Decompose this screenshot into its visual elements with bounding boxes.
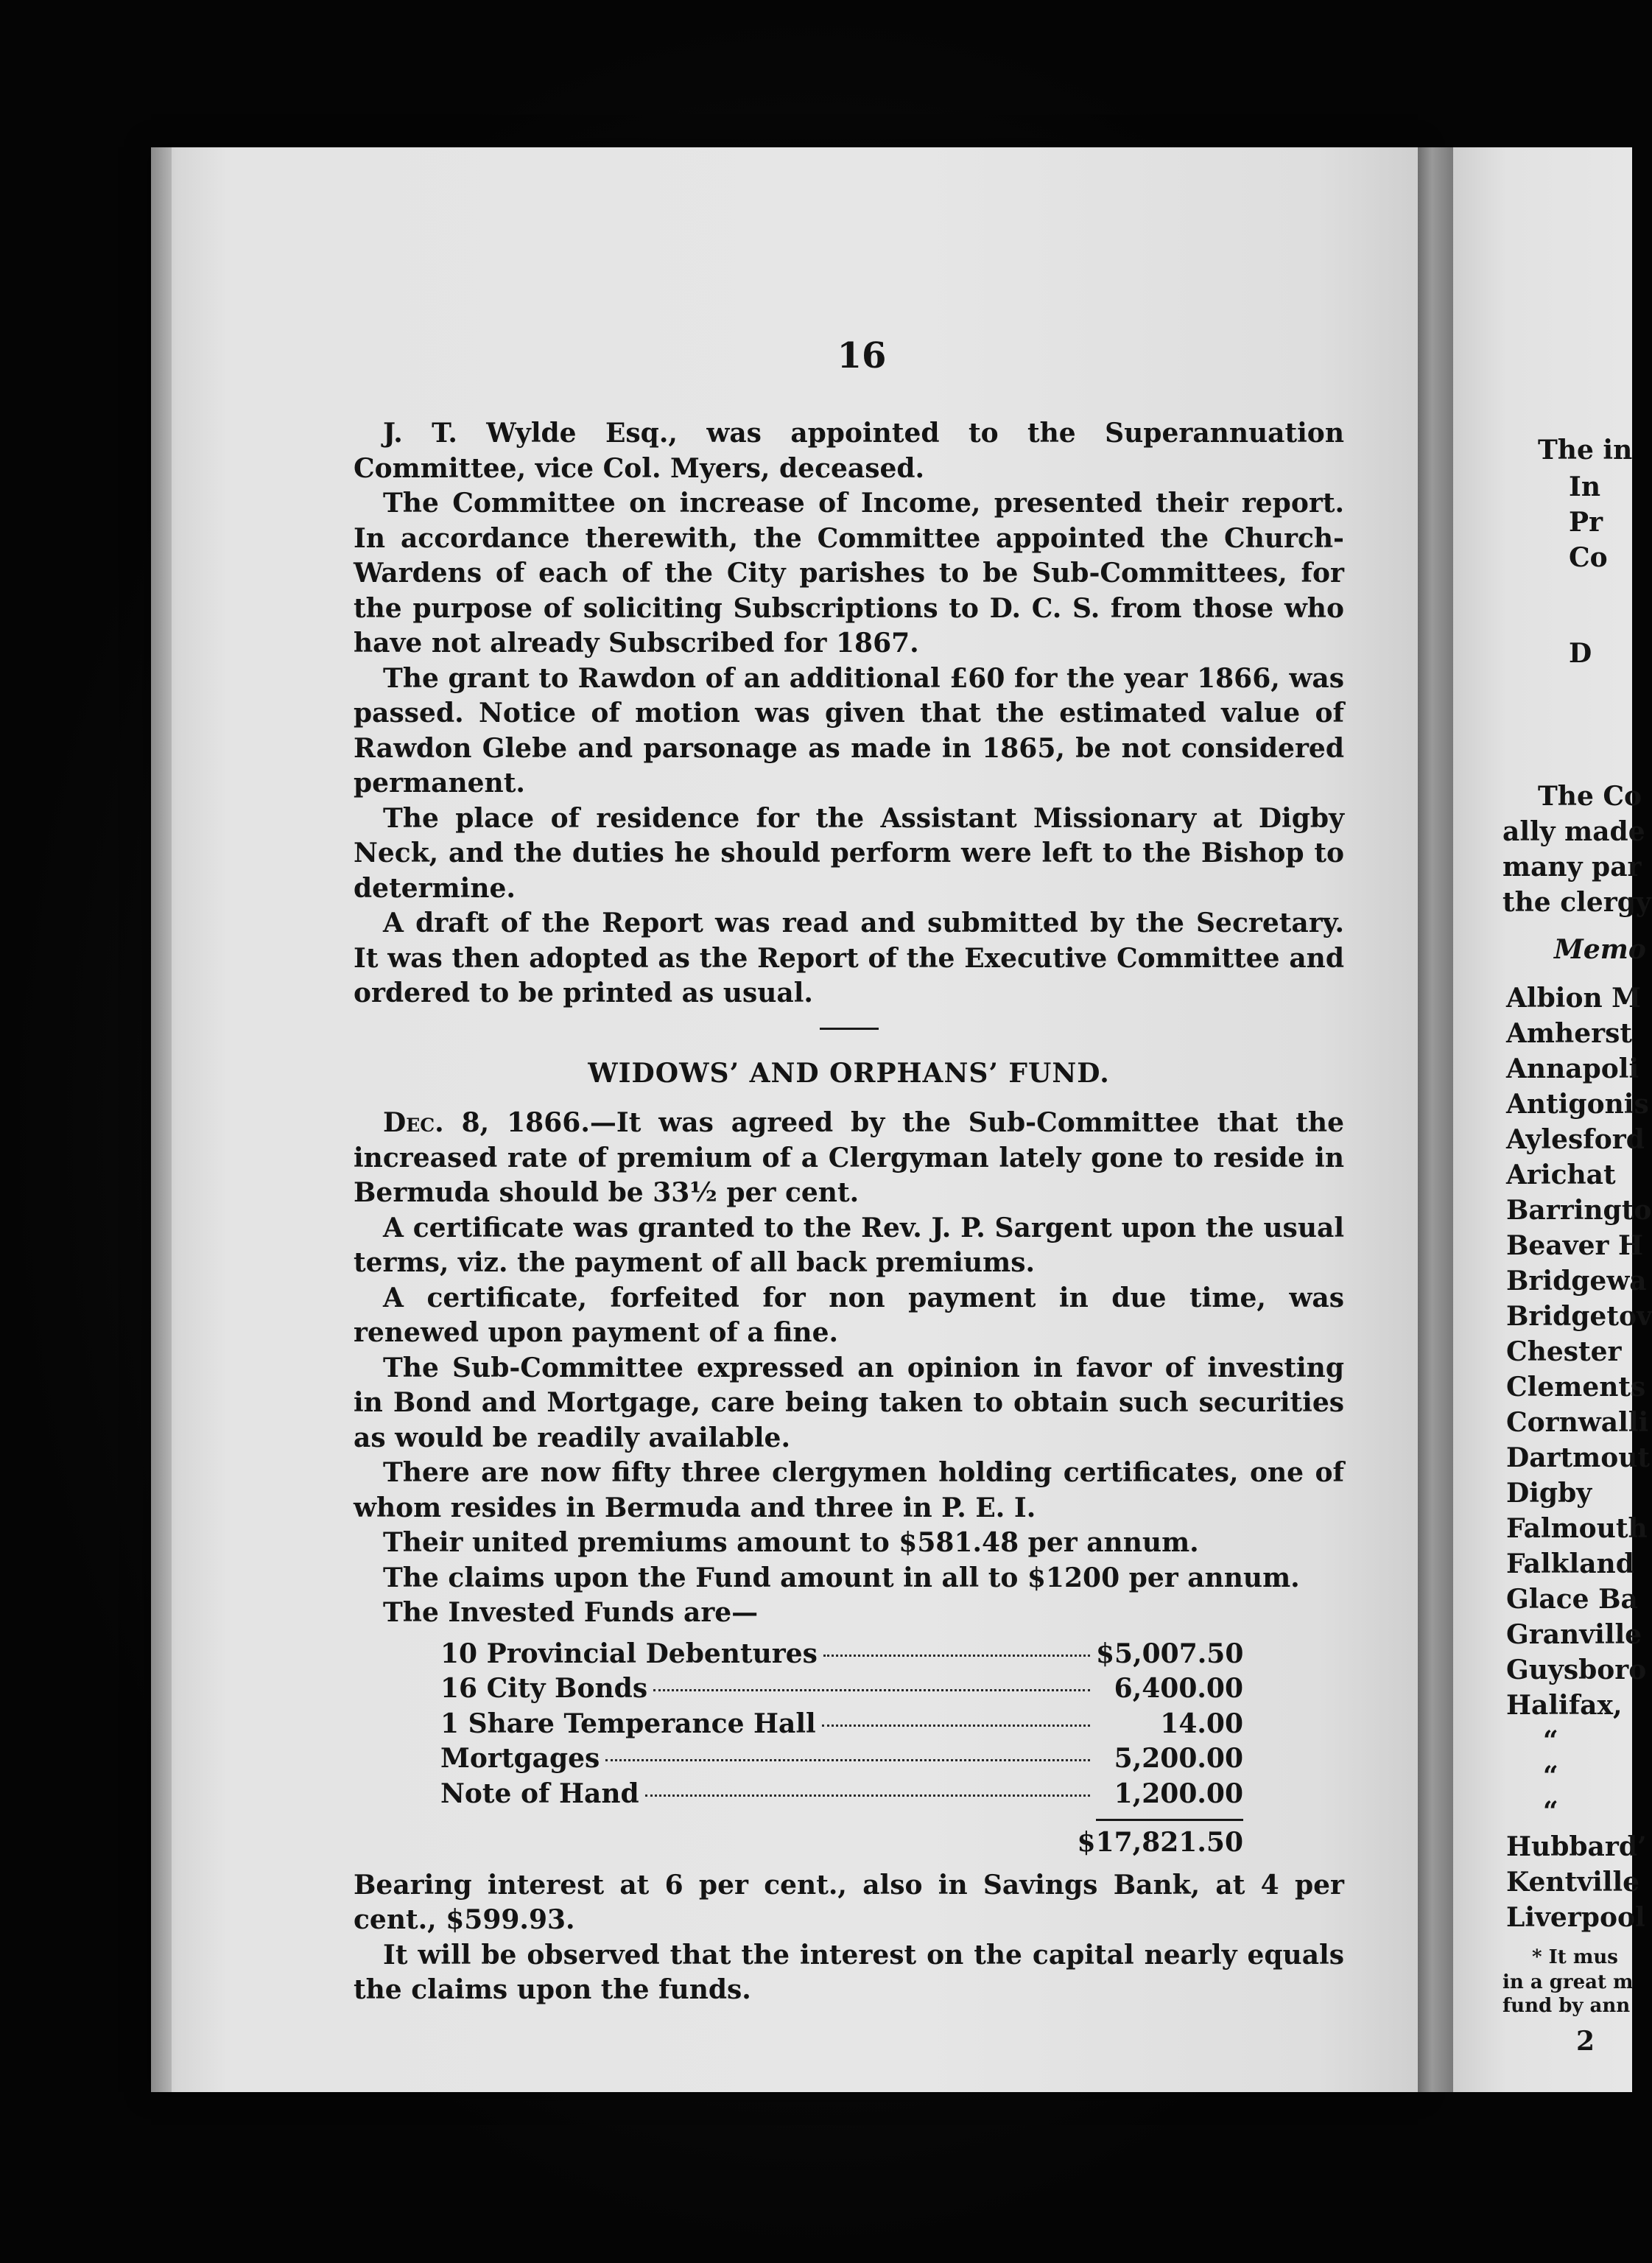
paragraph: The Invested Funds are— [383,1597,759,1628]
right-fragment: Pr [1569,507,1603,538]
right-fragment: Amherst [1506,1018,1632,1049]
book-gutter [1418,147,1453,2092]
right-footnote: in a great m [1502,1971,1634,1993]
fund-amount: 14.00 [1160,1708,1243,1739]
right-fragment: “ [1543,1725,1558,1756]
right-fragment: Beaver H [1506,1230,1643,1261]
right-fragment: Kentville [1506,1867,1640,1898]
paragraph: The Committee on increase of Income, presented their report. In accordance therewith, the Committee appointed the Church-Wardens of each of the City parishes to be Sub-Committees, for the purpose of soliciting Subscriptions to D. C. S. from those who have not already Subscribed for 1867. [354,488,1344,659]
date-lead: Dec. 8, 1866. [383,1107,590,1138]
fund-row [440,1671,1243,1707]
right-fragment: Barringto [1506,1195,1652,1226]
paragraph: Their united premiums amount to $581.48 per annum. [383,1527,1199,1558]
right-fragment: the clergy [1502,887,1651,918]
right-signature-mark: 2 [1576,2026,1595,2057]
right-fragment: Arichat [1506,1159,1616,1190]
fund-amount: 6,400.00 [1114,1673,1243,1704]
invested-funds-table [440,1637,1243,1861]
right-fragment: Bridgewa [1506,1266,1647,1297]
paragraph: Bearing interest at 6 per cent., also in Savings Bank, at 4 per cent., $599.93. [354,1869,1344,1935]
right-fragment: Falkland [1506,1548,1634,1579]
paragraph: The Sub-Committee expressed an opinion in favor of investing in Bond and Mortgage, care being taken to obtain such securities as would be readily available. [354,1352,1344,1453]
fund-row [440,1777,1243,1812]
paragraph: It will be observed that the interest on the capital nearly equals the claims upon the funds. [354,1939,1344,2005]
right-footnote: * It mus [1532,1946,1618,1968]
fund-row [440,1707,1243,1742]
right-fragment: Halifax, [1506,1690,1623,1721]
right-fragment: “ [1543,1796,1558,1827]
right-fragment: Bridgetov [1506,1301,1652,1332]
right-fragment: Dartmout [1506,1442,1651,1473]
fund-label: 1 Share Temperance Hall [440,1708,816,1739]
right-fragment: many par [1502,852,1642,883]
section-heading: WIDOWS’ AND ORPHANS’ FUND. [588,1057,1110,1089]
paragraph: J. T. Wylde Esq., was appointed to the Superannuation Committee, vice Col. Myers, deceased. [354,418,1344,484]
right-fragment: Clements [1506,1372,1646,1403]
fund-amount: 5,200.00 [1114,1743,1243,1774]
right-footnote: fund by ann [1502,1995,1631,2017]
page-number: 16 [837,335,887,376]
right-fragment: Annapoli [1506,1053,1639,1084]
dot-leader [653,1689,1090,1691]
right-fragment: Guysboro [1506,1655,1647,1685]
right-fragment: “ [1543,1761,1558,1792]
right-fragment: Co [1569,542,1608,573]
paragraph: A certificate, forfeited for non payment in due time, was renewed upon payment of a fine. [354,1282,1344,1348]
paragraph: The grant to Rawdon of an additional £60 for the year 1866, was passed. Notice of motion was given that the estimated value of Rawdon Glebe and parsonage as made in 1865, be not considered permanent. [354,662,1344,799]
fund-label: 16 City Bonds [440,1673,648,1704]
right-fragment: Albion M [1506,983,1642,1014]
fund-label: Mortgages [440,1743,600,1774]
right-fragment: D [1569,638,1592,669]
right-fragment: Granville [1506,1619,1642,1650]
right-fragment: Hubbard’ [1506,1831,1647,1862]
paragraph [354,1106,1344,1211]
fund-row [440,1741,1243,1777]
right-fragment: In [1569,471,1601,502]
right-fragment: Chester [1506,1336,1622,1367]
right-fragment: ally made [1502,816,1645,847]
fund-row [440,1637,1243,1672]
right-fragment: Cornwalli [1506,1407,1649,1438]
paragraph: A certificate was granted to the Rev. J. P. Sargent upon the usual terms, viz. the payment of all back premiums. [354,1212,1344,1278]
dot-leader [645,1794,1090,1797]
fund-amount: 1,200.00 [1114,1778,1243,1809]
right-fragment: Antigonis [1506,1089,1649,1120]
paragraph: A draft of the Report was read and submitted by the Secretary. It was then adopted as the Report of the Executive Committee and ordered to be printed as usual. [354,908,1344,1008]
dot-leader [822,1725,1090,1727]
right-fragment: Glace Ba [1506,1584,1638,1615]
right-fragment: Aylesford [1506,1124,1645,1155]
paragraph-text: —It was agreed by the Sub-Committee that the increased rate of premium of a Clergyman lately gone to reside in Bermuda should be 33½ per cent. [354,1107,1344,1208]
page-content [354,416,1344,2008]
right-fragment: The in [1538,435,1633,466]
right-fragment: Liverpool [1506,1902,1645,1933]
page-edge [151,147,172,2092]
section-divider [820,1028,879,1030]
paragraph: There are now fifty three clergymen holding certificates, one of whom resides in Bermuda and three in P. E. I. [354,1457,1344,1523]
total-rule [1096,1819,1243,1821]
fund-amount: $5,007.50 [1096,1638,1244,1669]
right-fragment: Digby [1506,1478,1592,1509]
dot-leader [605,1759,1090,1761]
right-fragment: Falmouth [1506,1513,1648,1544]
right-fragment: Memo [1554,934,1646,965]
fund-label: Note of Hand [440,1778,639,1809]
paragraph: The claims upon the Fund amount in all to $1200 per annum. [383,1562,1300,1593]
fund-label: 10 Provincial Debentures [440,1638,818,1669]
paragraph: The place of residence for the Assistant Missionary at Digby Neck, and the duties he should perform were left to the Bishop to determine. [354,802,1344,904]
dot-leader [823,1655,1090,1657]
right-fragment: The Co [1538,781,1642,812]
funds-total: $17,821.50 [1077,1827,1243,1858]
